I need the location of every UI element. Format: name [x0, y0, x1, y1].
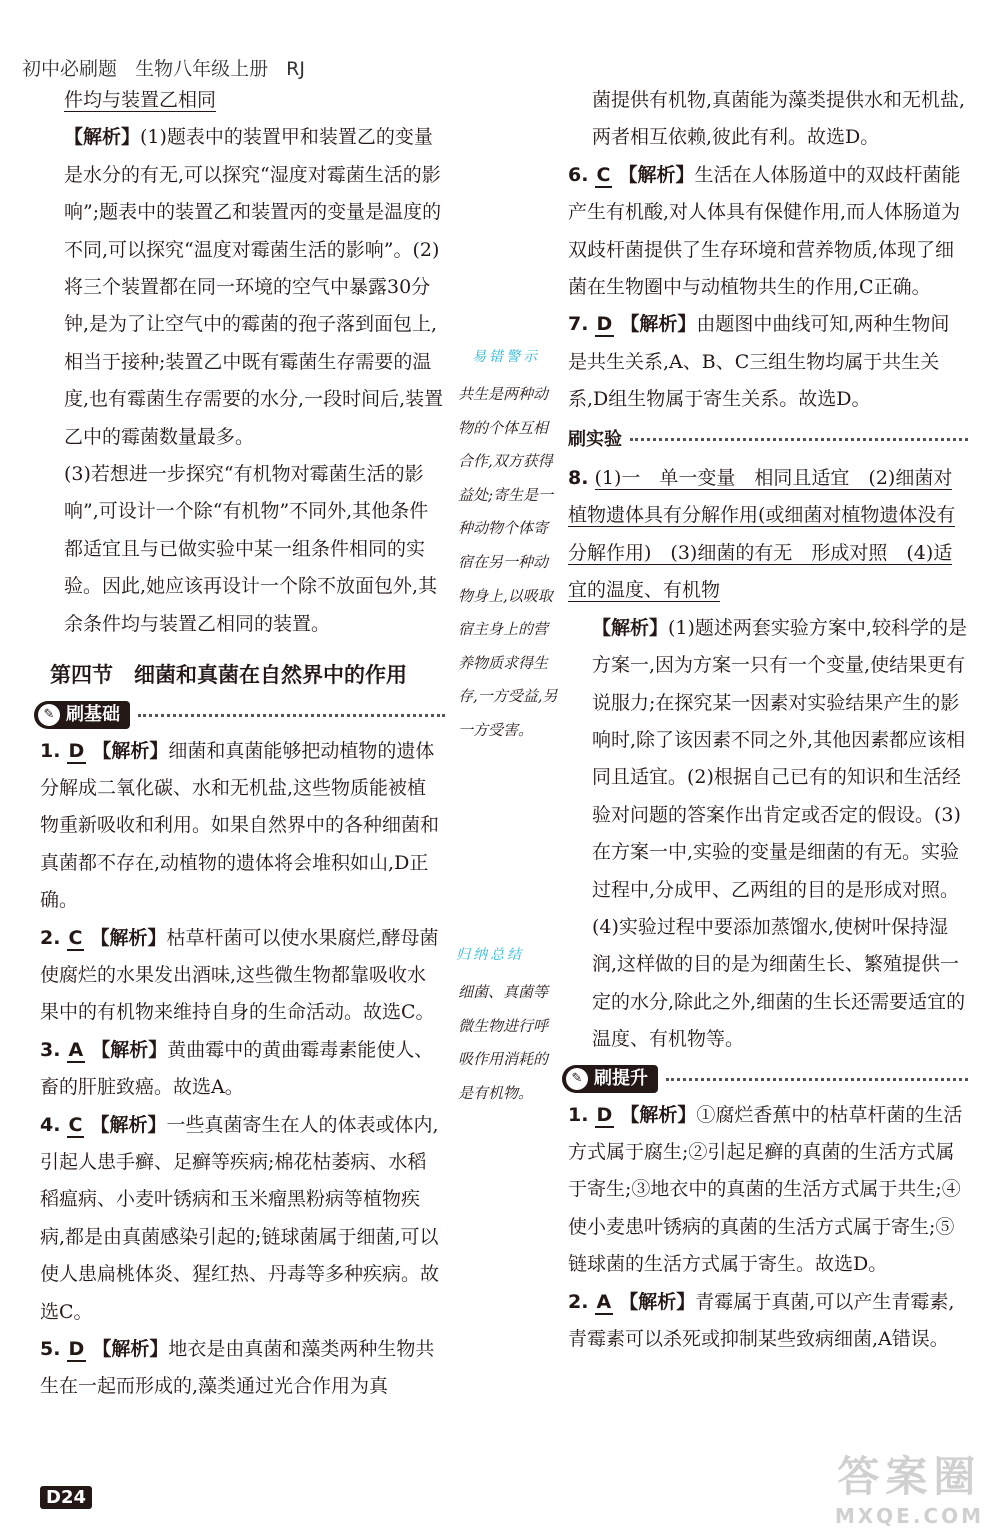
tip-summary: 细菌、真菌等微生物进行呼吸作用消耗的是有机物。	[458, 983, 549, 1102]
experiment-band	[568, 421, 968, 458]
pencil-icon: ✎	[38, 704, 60, 726]
dotted-rule	[138, 713, 445, 717]
dotted-rule	[666, 1077, 968, 1081]
answer-item: 3. A 【解析】黄曲霉中的黄曲霉毒素能使人、畜的肝脏致癌。故选A。	[40, 1038, 434, 1099]
analysis-paragraph-2: (3)若想进一步探究“有机物对霉菌生活的影响”,可设计一个除“有机物”不同外,其他条件都适宜且与已做实验中某一组条件相同的实验。因此,她应该再设计一个除不放面包外,其余条件均与装置乙相同的装置。	[64, 463, 438, 635]
right-column	[568, 82, 968, 1358]
continuation-q5: 菌提供有机物,真菌能为藻类提供水和无机盐,两者相互依赖,彼此有利。故选D。	[592, 89, 966, 149]
experiment-label: 刷实验	[568, 428, 622, 450]
running-header	[22, 54, 317, 81]
basic-band	[34, 701, 445, 729]
answer-8: (1)一 单一变量 相同且适宜 (2)细菌对植物遗体具有分解作用(或细菌对植物遗体没有分解作用) (3)细菌的有无 形成对照 (4)适宜的温度、有机物	[568, 467, 956, 602]
answer-item: 4. C 【解析】一些真菌寄生在人的体表或体内,引起人患手癣、足癣等疾病;棉花枯萎病、水稻稻瘟病、小麦叶锈病和玉米瘤黑粉病等植物疾病,都是由真菌感染引起的;链球菌属于细菌,可以使人患扁桃体炎、猩红热、丹毒等多种疾病。故选C。	[40, 1113, 440, 1323]
answer-item: 2. C 【解析】枯草杆菌可以使水果腐烂,酵母菌使腐烂的水果发出酒味,这些微生物都靠吸收水果中的有机物来维持自身的生命活动。故选C。	[40, 926, 439, 1024]
dotted-rule	[630, 437, 968, 441]
tip-mistake: 共生是两种动物的个体互相合作,双方获得益处;寄生是一种动物个体寄宿在另一种动物身上,以吸取宿主身上的营养物质求得生存,一方受益,另一方受害。	[458, 385, 558, 739]
answer-item: 5. D 【解析】地衣是由真菌和藻类两种生物共生在一起而形成的,藻类通过光合作用为真	[40, 1338, 435, 1398]
watermark: 答案圈 MXQE.COM	[834, 1452, 984, 1528]
answer-item: 2. A 【解析】青霉属于真菌,可以产生青霉素,青霉素可以杀死或抑制某些致病细菌,A错误。	[568, 1290, 955, 1350]
continuation-line: 件均与装置乙相同	[64, 89, 217, 111]
advanced-band	[562, 1065, 968, 1093]
answer-item-8: 8. (1)一 单一变量 相同且适宜 (2)细菌对植物遗体具有分解作用(或细菌对植物遗体没有分解作用) (3)细菌的有无 形成对照 (4)适宜的温度、有机物	[568, 467, 956, 602]
tip-title-summary: 归纳总结	[456, 947, 524, 963]
analysis-paragraph-1: 【解析】(1)题表中的装置甲和装置乙的变量是水分的有无,可以探究“湿度对霉菌生活的影响”;题表中的装置乙和装置丙的变量是温度的不同,可以探究“温度对霉菌生活的影响”。(2)将三个装置都在同一环境的空气中暴露30分钟,是为了让空气中的霉菌的孢子落到面包上,相当于接种;装置乙中既有霉菌生存需要的温度,也有霉菌生存需要的水分,一段时间后,装置乙中的霉菌数量最多。	[64, 126, 444, 448]
advanced-badge: ✎ 刷提升	[562, 1065, 658, 1093]
section-title: 第四节 细菌和真菌在自然界中的作用	[50, 663, 407, 688]
answer-item: 7. D 【解析】由题图中曲线可知,两种生物间是共生关系,A、B、C三组生物均属于共生关系,D组生物属于寄生关系。故选D。	[568, 313, 950, 411]
answer-item: 6. C 【解析】生活在人体肠道中的双歧杆菌能产生有机酸,对人体具有保健作用,而人体肠道为双歧杆菌提供了生存环境和营养物质,体现了细菌在生物圈中与动植物共生的作用,C正确。	[568, 163, 961, 299]
book-title: 初中必刷题	[22, 58, 118, 80]
tip-title-mistake: 易错警示	[472, 349, 540, 365]
page-number: D24	[40, 1486, 92, 1509]
left-column	[40, 82, 445, 1406]
answer-item: 1. D 【解析】①腐烂香蕉中的枯草杆菌的生活方式属于腐生;②引起足癣的真菌的生活方式属于寄生;③地衣中的真菌的生活方式属于共生;④使小麦患叶锈病的真菌的生活方式属于寄生;⑤链球菌的生活方式属于寄生。故选D。	[568, 1103, 963, 1276]
answer-item: 1. D 【解析】细菌和真菌能够把动植物的遗体分解成二氧化碳、水和无机盐,这些物质能被植物重新吸收和利用。如果自然界中的各种细菌和真菌都不存在,动植物的遗体将会堆积如山,D正确。	[40, 739, 440, 912]
subject-title: 生物八年级上册	[135, 58, 269, 80]
basic-badge: ✎ 刷基础	[34, 701, 130, 729]
analysis-8: 【解析】(1)题述两套实验方案中,较科学的是方案一,因为方案一只有一个变量,使结果更有说服力;在探究某一因素对实验结果产生的影响时,除了该因素不同之外,其他因素都应该相同且适宜。(2)根据自己已有的知识和生活经验对问题的答案作出肯定或否定的假设。(3)在方案一中,实验的变量是细菌的有无。实验过程中,分成甲、乙两组的目的是形成对照。(4)实验过程中要添加蒸馏水,使树叶保持湿润,这样做的目的是为细菌生长、繁殖提供一定的水分,除此之外,细菌的生长还需要适宜的温度、有机物等。	[592, 616, 967, 1051]
pencil-icon: ✎	[566, 1068, 588, 1090]
edition-label: RJ	[286, 58, 305, 80]
